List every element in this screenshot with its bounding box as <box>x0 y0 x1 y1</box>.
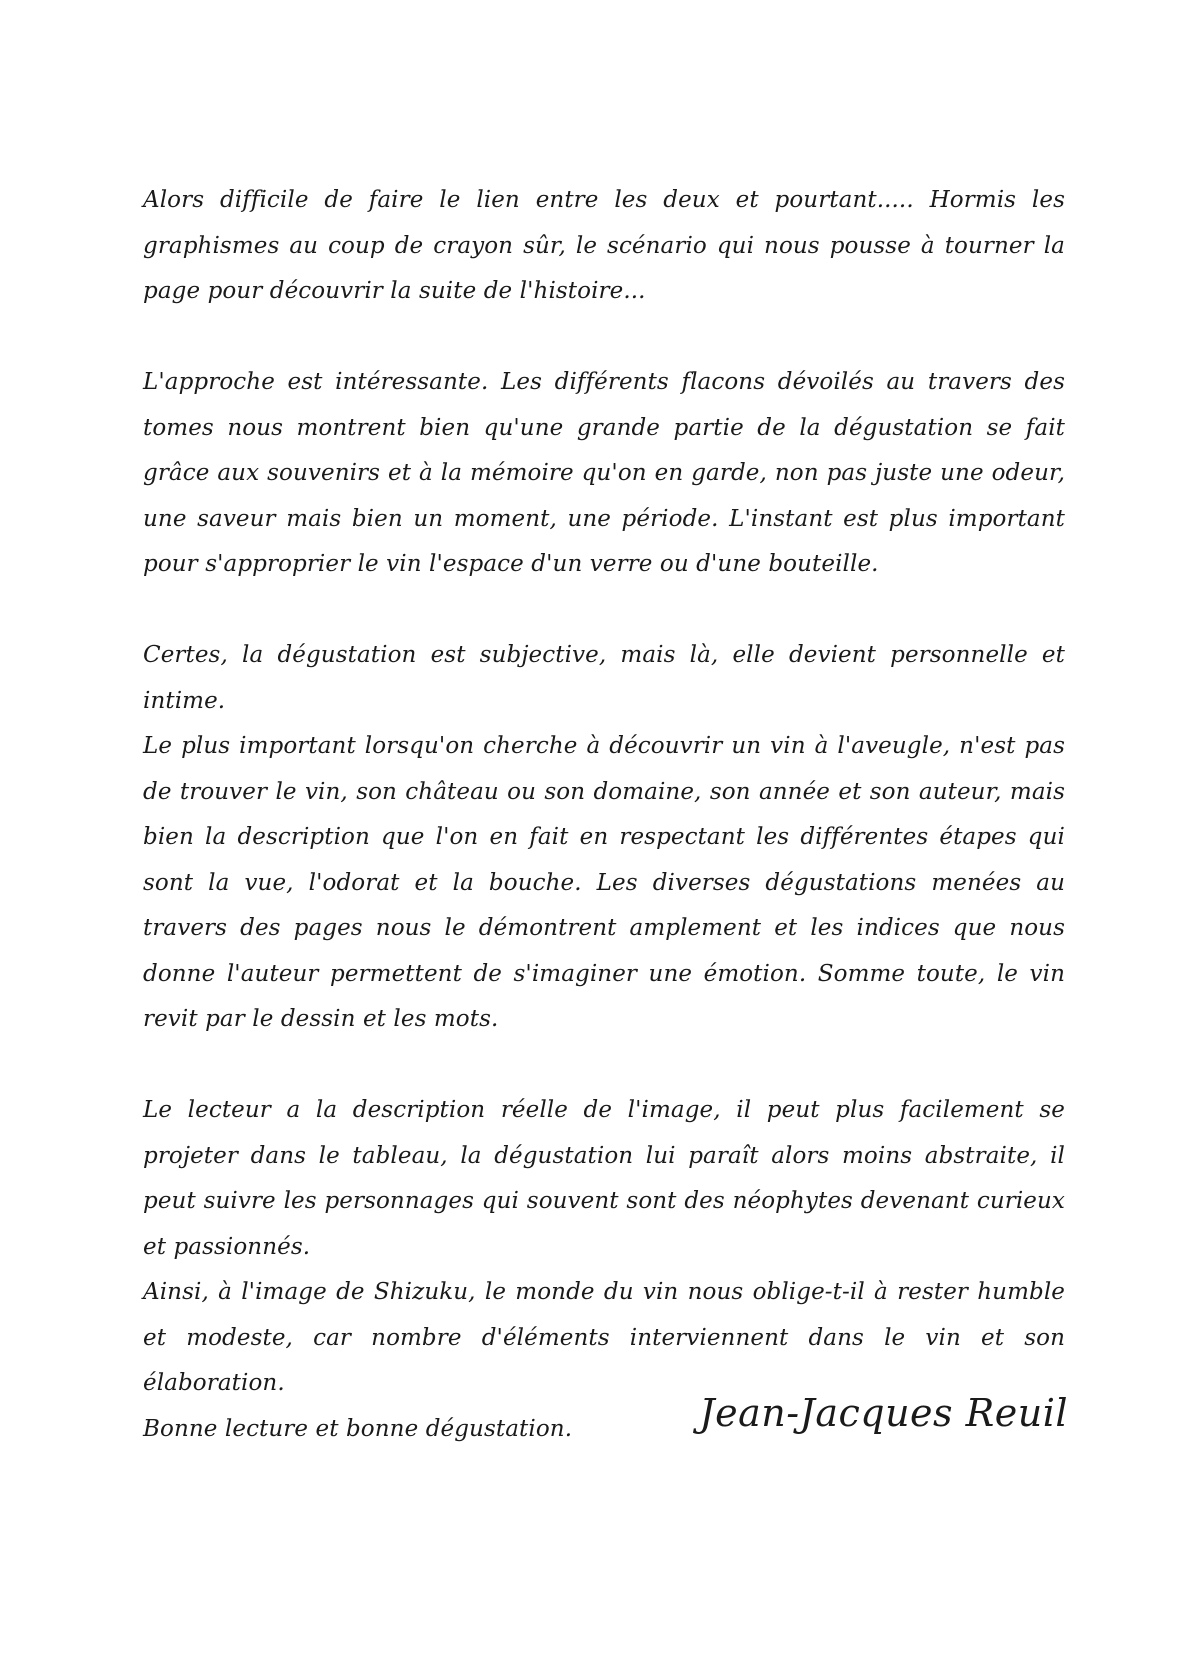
closing-line: Bonne lecture et bonne dégustation. <box>143 1415 573 1442</box>
paragraph-1 <box>143 178 1065 315</box>
paragraph-text: L'approche est intéressante. Les différents flacons dévoilés au travers des tomes nous montrent bien qu'une grande partie de la dégustation se fait grâce aux souvenirs et à la mémoire qu'on en garde, non pas juste une odeur, une saveur mais bien un moment, une période. L'instant est plus important pour s'approprier le vin l'espace d'un verre ou d'une bouteille. <box>143 369 1065 577</box>
paragraph-text: Le plus important lorsqu'on cherche à découvrir un vin à l'aveugle, n'est pas de trouver le vin, son château ou son domaine, son année et son auteur, mais bien la description que l'on en fait en respectant les différentes étapes qui sont la vue, l'odorat et la bouche. Les diverses dégustations menées au travers des pages nous le démontrent amplement et les indices que nous donne l'auteur permettent de s'imaginer une émotion. Somme toute, le vin revit par le dessin et les mots. <box>143 733 1065 1032</box>
author-signature: Jean-Jacques Reuil <box>699 1391 1068 1435</box>
paragraph-2 <box>143 360 1065 588</box>
paragraph-text: Certes, la dégustation est subjective, mais là, elle devient personnelle et intime. <box>143 642 1065 714</box>
paragraph-text: Ainsi, à l'image de Shizuku, le monde du vin nous oblige-t-il à rester humble et modeste, car nombre d'éléments interviennent dans le vin et son élaboration. <box>143 1279 1065 1396</box>
paragraph-text: Alors difficile de faire le lien entre les deux et pourtant..... Hormis les graphismes au coup de crayon sûr, le scénario qui nous pousse à tourner la page pour découvrir la suite de l'histoire... <box>143 187 1065 304</box>
paragraph-text: Le lecteur a la description réelle de l'image, il peut plus facilement se projeter dans le tableau, la dégustation lui paraît alors moins abstraite, il peut suivre les personnages qui souvent sont des néophytes devenant curieux et passionnés. <box>143 1097 1065 1260</box>
document-body <box>143 178 1065 1498</box>
paragraph-3 <box>143 633 1065 1043</box>
